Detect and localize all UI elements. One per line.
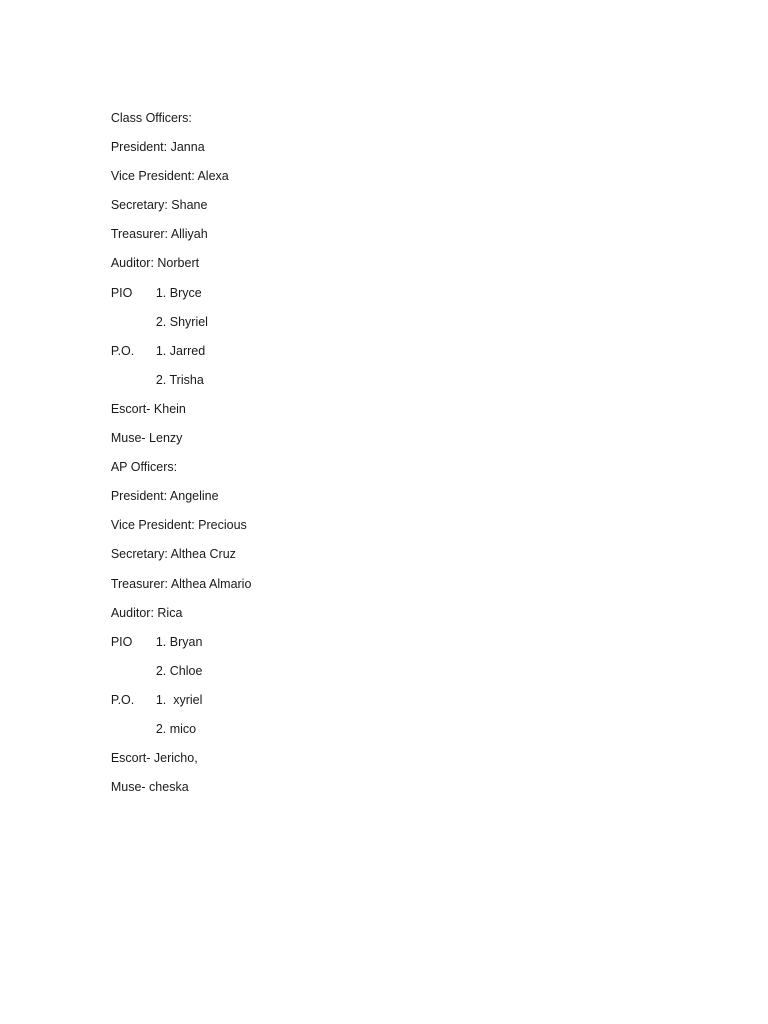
class-po-label: P.O. [110,343,135,358]
ap-pio-item-2: 2. Chloe [155,663,203,678]
class-po-item-2: 2. Trisha [155,372,204,387]
class-vice-president-line [90,152,690,184]
class-muse-line [90,414,690,446]
ap-pio-line-1 [90,618,690,647]
ap-secretary-line [90,530,690,562]
ap-po-line-1 [90,676,690,705]
ap-president-line [90,472,690,504]
class-pio-line-2 [90,298,690,327]
ap-po-item-1: 1. xyriel [155,692,203,707]
class-treasurer-text: Treasurer: Alliyah [110,227,208,242]
ap-po-line-2 [90,705,690,734]
class-pio-label: PIO [110,285,133,300]
ap-auditor-line [90,589,690,618]
ap-vice-president-line [90,501,690,533]
ap-pio-line-2 [90,647,690,676]
class-po-line-2 [90,356,690,385]
ap-officers-heading-text: AP Officers: [110,460,178,475]
class-officers-heading-text: Class Officers: [110,111,192,125]
ap-po-item-2: 2. mico [155,721,197,736]
ap-pio-item-1: 1. Bryan [155,634,203,649]
class-treasurer-line [90,210,690,242]
class-escort-text: Escort- Khein [110,401,186,416]
ap-escort-line [90,734,690,766]
class-po-item-1: 1. Jarred [155,343,206,358]
class-auditor-text: Auditor: Norbert [110,256,200,271]
ap-treasurer-text: Treasurer: Althea Almario [110,576,252,591]
ap-vice-president-text: Vice President: Precious [110,518,247,533]
ap-auditor-text: Auditor: Rica [110,605,183,620]
class-vice-president-text: Vice President: Alexa [110,169,229,184]
ap-officers-heading [90,443,690,475]
ap-po-label: P.O. [110,692,135,707]
class-auditor-line [90,239,690,271]
class-escort-line [90,385,690,414]
class-po-line-1 [90,327,690,356]
class-pio-item-2: 2. Shyriel [155,314,208,329]
ap-pio-label: PIO [110,634,133,649]
class-president-text: President: Janna [110,140,205,155]
class-officers-heading [90,94,690,123]
ap-treasurer-line [90,560,690,589]
class-pio-item-1: 1. Bryce [155,285,202,300]
class-muse-text: Muse- Lenzy [110,431,183,446]
document-body [90,94,690,795]
class-president-line [90,123,690,155]
class-secretary-line [90,181,690,213]
ap-president-text: President: Angeline [110,489,219,504]
class-pio-line-1 [90,269,690,298]
ap-muse-line [90,763,690,795]
ap-muse-text: Muse- cheska [110,780,189,795]
class-secretary-text: Secretary: Shane [110,198,208,213]
ap-secretary-text: Secretary: Althea Cruz [110,547,236,562]
ap-escort-text: Escort- Jericho, [110,751,198,766]
